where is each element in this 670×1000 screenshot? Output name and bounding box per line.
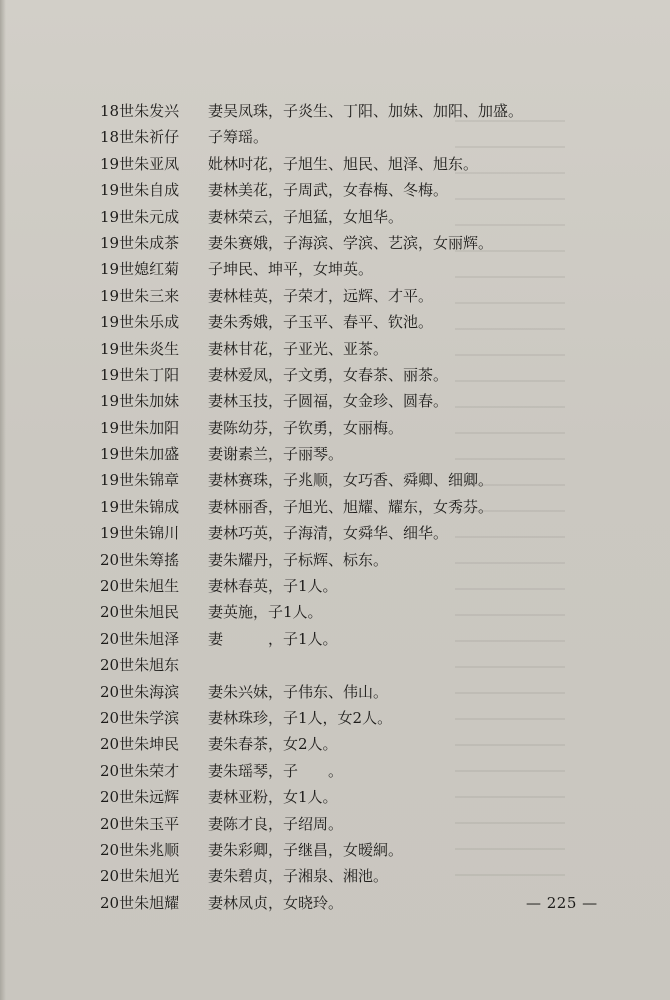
genealogy-entry (100, 256, 580, 282)
entry-detail: 子坤民、坤平，女坤英。 (208, 260, 374, 279)
entry-detail: 妻林珠珍，子1人，女2人。 (208, 708, 393, 727)
genealogy-entry (100, 415, 580, 441)
genealogy-entry (100, 98, 580, 124)
genealogy-entry (100, 388, 580, 414)
entry-name: 20世朱荣才 (100, 761, 180, 780)
genealogy-entry (100, 811, 580, 837)
genealogy-entry (100, 890, 580, 916)
entry-detail: 妻陈才良，子绍周。 (208, 814, 344, 833)
entry-name: 20世朱旭生 (100, 577, 180, 596)
genealogy-entry (100, 124, 580, 150)
entry-name: 19世朱自成 (100, 181, 180, 200)
entry-name: 19世朱加阳 (100, 418, 180, 437)
entry-detail: 妻林亚粉，女1人。 (208, 788, 338, 807)
entry-name: 20世朱远辉 (100, 788, 180, 807)
entry-name: 20世朱海滨 (100, 682, 180, 701)
genealogy-entry (100, 283, 580, 309)
entry-name: 20世朱玉平 (100, 814, 180, 833)
entry-name: 19世朱锦章 (100, 471, 180, 490)
genealogy-entry (100, 784, 580, 810)
entry-name: 20世朱旭光 (100, 867, 180, 886)
entry-name: 19世朱元成 (100, 207, 180, 226)
entry-detail: 妻林赛珠，子兆顺，女巧香、舜卿、细卿。 (208, 471, 494, 490)
genealogy-entry (100, 573, 580, 599)
genealogy-entry (100, 837, 580, 863)
genealogy-entry (100, 731, 580, 757)
entry-name: 20世朱兆顺 (100, 840, 180, 859)
entry-detail: 妻朱春茶，女2人。 (208, 735, 338, 754)
entry-detail: 妻林春英，子1人。 (208, 577, 338, 596)
entry-detail: 妻林爱凤，子文勇，女春茶、丽茶。 (208, 365, 449, 384)
entry-detail: 子筹瑶。 (208, 128, 269, 147)
entry-name: 18世朱发兴 (100, 102, 180, 120)
entry-detail: 妻朱瑶琴，子 。 (208, 761, 344, 780)
genealogy-entry (100, 758, 580, 784)
genealogy-entry (100, 336, 580, 362)
entry-name: 20世朱旭民 (100, 603, 180, 622)
entry-name: 19世朱成茶 (100, 233, 180, 252)
genealogy-entry (100, 520, 580, 546)
entry-detail: 妻林桂英，子荣才，远辉、才平。 (208, 286, 434, 305)
entry-detail: 妻林玉技，子圆福，女金珍、圆春。 (208, 392, 449, 411)
entry-detail: 妻谢素兰，子丽琴。 (208, 445, 344, 464)
entry-detail: 妻朱耀丹，子标辉、标东。 (208, 550, 389, 569)
genealogy-entry (100, 230, 580, 256)
entry-detail: 妻英施，子1人。 (208, 603, 323, 622)
genealogy-entry (100, 863, 580, 889)
entry-name: 19世朱加盛 (100, 445, 180, 464)
entry-detail: 妻林甘花，子亚光、亚茶。 (208, 339, 389, 358)
entry-detail: 妻朱秀娥，子玉平、春平、钦池。 (208, 313, 434, 332)
entry-detail: 妻林凤贞，女晓玲。 (208, 893, 344, 912)
entry-name: 20世朱筹搖 (100, 550, 180, 569)
genealogy-entry (100, 494, 580, 520)
entry-name: 20世朱旭耀 (100, 893, 180, 912)
entry-name: 18世朱祈仔 (100, 128, 180, 147)
entry-detail: 妻朱赛娥，子海滨、学滨、艺滨，女丽辉。 (208, 233, 494, 252)
genealogy-entry (100, 204, 580, 230)
entry-name: 19世媳红菊 (100, 260, 180, 279)
entry-name: 19世朱三来 (100, 286, 180, 305)
entry-detail: 妻林荣云，子旭猛，女旭华。 (208, 207, 404, 226)
genealogy-entry (100, 626, 580, 652)
entry-name: 19世朱锦成 (100, 497, 180, 516)
entry-detail: 妻朱彩卿，子继昌，女暧絅。 (208, 840, 404, 859)
entry-detail: 妻吴凤珠，子炎生、丁阳、加妹、加阳、加盛。 (208, 102, 524, 120)
entry-name: 19世朱丁阳 (100, 365, 180, 384)
entry-name: 19世朱炎生 (100, 339, 180, 358)
entry-detail: 妻林丽香，子旭光、旭耀、耀东，女秀芬。 (208, 497, 494, 516)
entry-detail: 妻朱兴妹，子伟东、伟山。 (208, 682, 389, 701)
genealogy-list (100, 98, 580, 916)
page-number: — 225 — (526, 894, 598, 912)
entry-name: 19世朱亚凤 (100, 154, 180, 173)
genealogy-entry (100, 599, 580, 625)
genealogy-entry (100, 441, 580, 467)
genealogy-entry (100, 679, 580, 705)
genealogy-entry (100, 177, 580, 203)
genealogy-entry (100, 467, 580, 493)
entry-name: 19世朱锦川 (100, 524, 180, 543)
entry-detail: 妻林巧英，子海清，女舜华、细华。 (208, 524, 449, 543)
entry-detail: 妻 ，子1人。 (208, 629, 338, 648)
genealogy-entry (100, 547, 580, 573)
entry-detail: 妻朱碧贞，子湘泉、湘池。 (208, 867, 389, 886)
entry-detail: 妻陈幼芬，子钦勇，女丽梅。 (208, 418, 404, 437)
genealogy-entry (100, 652, 580, 678)
page-binding-shadow (0, 0, 6, 1000)
entry-name: 20世朱旭泽 (100, 629, 180, 648)
entry-name: 20世朱旭东 (100, 656, 180, 675)
entry-name: 19世朱乐成 (100, 313, 180, 332)
genealogy-entry (100, 309, 580, 335)
entry-name: 19世朱加妹 (100, 392, 180, 411)
genealogy-entry (100, 705, 580, 731)
entry-detail: 妣林吋花，子旭生、旭民、旭泽、旭东。 (208, 154, 479, 173)
entry-name: 20世朱学滨 (100, 708, 180, 727)
entry-detail: 妻林美花，子周武，女春梅、冬梅。 (208, 181, 449, 200)
genealogy-entry (100, 151, 580, 177)
genealogy-entry (100, 362, 580, 388)
entry-name: 20世朱坤民 (100, 735, 180, 754)
